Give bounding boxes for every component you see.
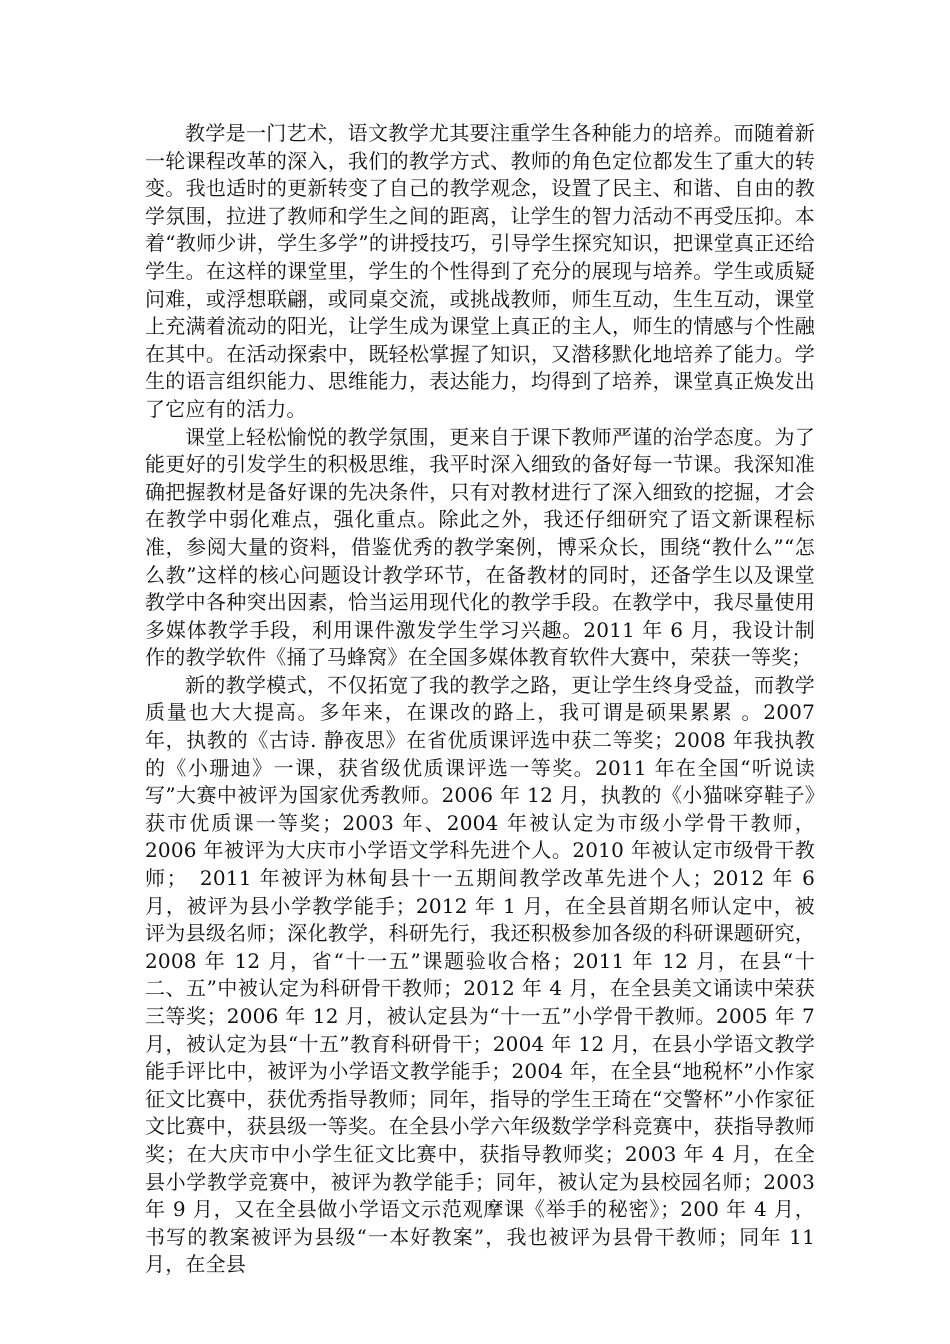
paragraph-2: 课堂上轻松愉悦的教学氛围，更来自于课下教师严谨的治学态度。为了能更好的引发学生的积极思维，我平时深入细致的备好每一节课。我深知准确把握教材是备好课的先决条件，只有对教材进行了深入细致的挖掘，才会在教学中弱化难点，强化重点。除此之外，我还仔细研究了语文新课程标准，参阅大量的资料，借鉴优秀的教学案例，博采众长，围绕“教什么”“怎么教”这样的核心问题设计教学环节，在备教材的同时，还备学生以及课堂教学中各种突出因素，恰当运用现代化的教学手段。在教学中，我尽量使用多媒体教学手段，利用课件激发学生学习兴趣。2011 年 6 月，我设计制作的教学软件《捅了马蜂窝》在全国多媒体教育软件大赛中，荣获一等奖； <box>145 424 815 670</box>
paragraph-1: 教学是一门艺术，语文教学尤其要注重学生各种能力的培养。而随着新一轮课程改革的深入，我们的教学方式、教师的角色定位都发生了重大的转变。我也适时的更新转变了自己的教学观念，设置了民主、和谐、自由的教学氛围，拉进了教师和学生之间的距离，让学生的智力活动不再受压抑。本着“教师少讲，学生多学”的讲授技巧，引导学生探究知识，把课堂真正还给学生。在这样的课堂里，学生的个性得到了充分的展现与培养。学生或质疑问难，或浮想联翩，或同桌交流，或挑战教师，师生互动，生生互动，课堂上充满着流动的阳光，让学生成为课堂上真正的主人，师生的情感与个性融在其中。在活动探索中，既轻松掌握了知识，又潜移默化地培养了能力。学生的语言组织能力、思维能力，表达能力，均得到了培养，课堂真正焕发出了它应有的活力。 <box>145 121 815 421</box>
paragraph-3: 新的教学模式，不仅拓宽了我的教学之路，更让学生终身受益，而教学质量也大大提高。多年来，在课改的路上，我可谓是硕果累累 。2007 年，执教的《古诗. 静夜思》在省优质课评选中获二等奖；2008 年我执教的《小珊迪》一课，获省级优质课评选一等奖。2011 年在全国“听说读写”大赛中被评为国家优秀教师。2006 年 12 月，执教的《小猫咪穿鞋子》获市优质课一等奖；2003 年、2004 年被认定为市级小学骨干教师，2006 年被评为大庆市小学语文学科先进个人。2010 年被认定市级骨干教师； 2011 年被评为林甸县十一五期间教学改革先进个人；2012 年 6 月，被评为县小学教学能手；2012 年 1 月，在全县首期名师认定中，被评为县级名师；深化教学，科研先行，我还积极参加各级的科研课题研究，2008 年 12 月，省“十一五”课题验收合格；2011 年 12 月，在县“十二、五”中被认定为科研骨干教师；2012 年 4 月，在全县美文诵读中荣获三等奖；2006 年 12 月，被认定县为“十一五”小学骨干教师。2005 年 7 月，被认定为县“十五”教育科研骨干；2004 年 12 月，在县小学语文教学能手评比中，被评为小学语文教学能手；2004 年，在全县“地税杯”小作家征文比赛中，获优秀指导教师；同年，指导的学生王琦在“交警杯”小作家征文比赛中，获县级一等奖。在全县小学六年级数学学科竞赛中，获指导教师奖；在大庆市中小学生征文比赛中，获指导教师奖；2003 年 4 月，在全县小学教学竞赛中，被评为教学能手；同年，被认定为县校园名师；2003 年 9 月，又在全县做小学语文示范观摩课《举手的秘密》；200 年 4 月，书写的教案被评为县级“一本好教案”，我也被评为县骨干教师；同年 11 月，在全县 <box>145 672 815 1277</box>
body-text <box>145 120 815 1279</box>
